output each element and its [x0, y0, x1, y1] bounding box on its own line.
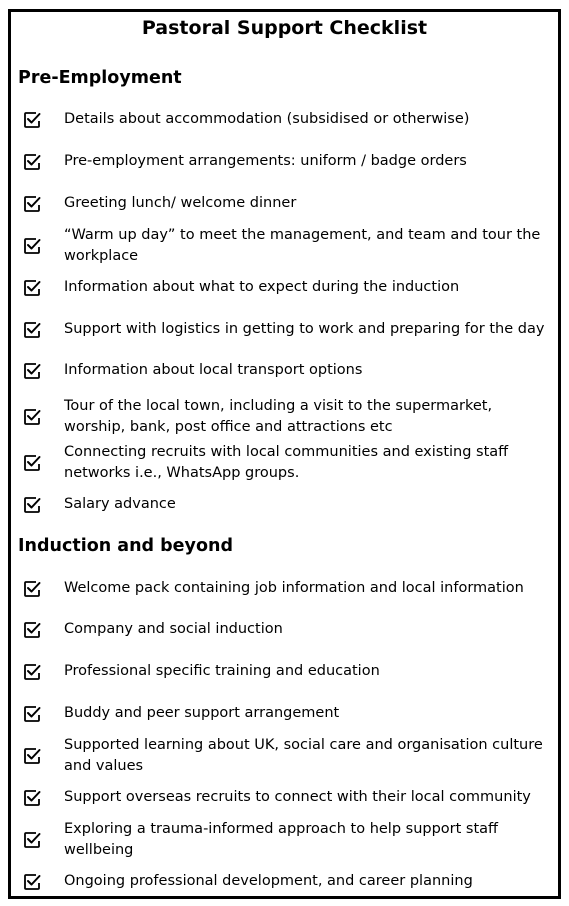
- checkbox-checked-icon: [22, 830, 42, 850]
- checklist-item-text: Details about accommodation (subsidised or otherwise): [64, 111, 470, 127]
- checklist-item: [11, 484, 558, 526]
- checkbox-checked-icon: [22, 278, 42, 298]
- section-heading-pre-employment: Pre-Employment: [18, 68, 182, 88]
- checklist-item-text: Supported learning about UK, social care and organisation culture and values: [64, 737, 543, 774]
- checklist-item: [11, 693, 558, 735]
- checklist-item-text: Greeting lunch/ welcome dinner: [64, 195, 297, 211]
- checkbox-checked-icon: [22, 361, 42, 381]
- checklist-item-text: Professional specific training and education: [64, 663, 380, 679]
- checklist-item: [11, 99, 558, 141]
- checkbox-checked-icon: [22, 110, 42, 130]
- checklist-item: [11, 819, 558, 861]
- section-heading-induction: Induction and beyond: [18, 536, 233, 556]
- checklist-item-text: “Warm up day” to meet the management, and team and tour the workplace: [64, 227, 541, 264]
- checkbox-checked-icon: [22, 320, 42, 340]
- checklist-item: [11, 141, 558, 183]
- checkbox-checked-icon: [22, 453, 42, 473]
- checklist-item-text: Ongoing professional development, and career planning: [64, 873, 473, 889]
- checklist-item: [11, 309, 558, 351]
- checklist-item: [11, 267, 558, 309]
- checkbox-checked-icon: [22, 194, 42, 214]
- checkbox-checked-icon: [22, 407, 42, 427]
- checklist-item-text: Pre-employment arrangements: uniform / badge orders: [64, 153, 467, 169]
- checklist-item-text: Information about local transport options: [64, 362, 363, 378]
- checklist-item: [11, 861, 558, 903]
- checkbox-checked-icon: [22, 152, 42, 172]
- checkbox-checked-icon: [22, 620, 42, 640]
- checklist-item: [11, 225, 558, 267]
- checkbox-checked-icon: [22, 495, 42, 515]
- checklist-item-text: Exploring a trauma-informed approach to help support staff wellbeing: [64, 821, 499, 858]
- checklist-item-text: Tour of the local town, including a visit to the supermarket, worship, bank, post office and attractions etc: [64, 398, 493, 435]
- checkbox-checked-icon: [22, 579, 42, 599]
- checklist-item-text: Company and social induction: [64, 621, 283, 637]
- checkbox-checked-icon: [22, 788, 42, 808]
- checkbox-checked-icon: [22, 662, 42, 682]
- checklist-item: [11, 609, 558, 651]
- checklist-item-text: Buddy and peer support arrangement: [64, 705, 340, 721]
- checklist-item: [11, 777, 558, 819]
- checklist-item-text: Connecting recruits with local communities and existing staff networks i.e., WhatsApp groups.: [64, 444, 509, 481]
- checklist-item-text: Support with logistics in getting to work and preparing for the day: [64, 321, 545, 337]
- checklist-item: [11, 651, 558, 693]
- checkbox-checked-icon: [22, 236, 42, 256]
- checklist-item: [11, 396, 558, 438]
- checklist-item-text: Welcome pack containing job information and local information: [64, 580, 524, 596]
- checklist-item: [11, 568, 558, 610]
- checkbox-checked-icon: [22, 704, 42, 724]
- checklist-item-text: Salary advance: [64, 496, 176, 512]
- checklist-item-text: Support overseas recruits to connect with their local community: [64, 789, 531, 805]
- checklist-panel: [8, 9, 561, 899]
- checklist-item: [11, 442, 558, 484]
- checklist-item: [11, 735, 558, 777]
- checklist-item: [11, 183, 558, 225]
- checkbox-checked-icon: [22, 746, 42, 766]
- checkbox-checked-icon: [22, 872, 42, 892]
- page-title: Pastoral Support Checklist: [141, 17, 428, 39]
- checklist-item-text: Information about what to expect during the induction: [64, 279, 460, 295]
- checklist-item: [11, 350, 558, 392]
